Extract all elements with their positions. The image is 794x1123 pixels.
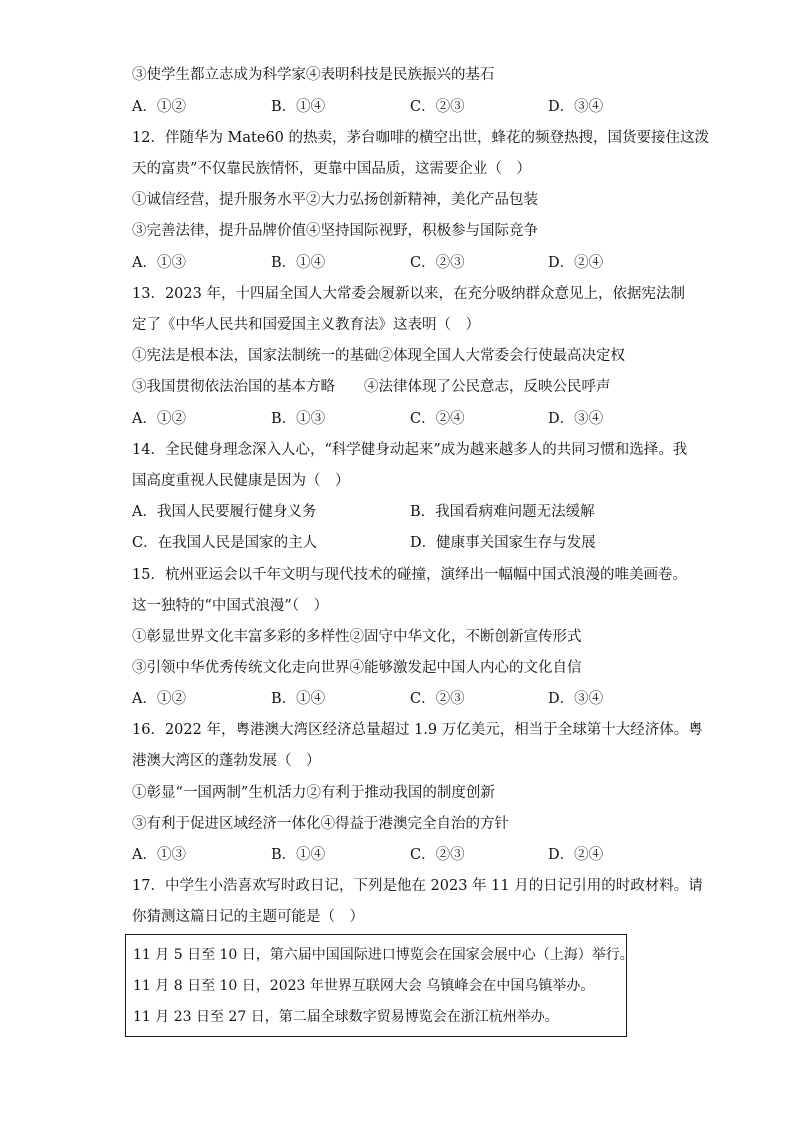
- q12-option-d[interactable]: D．②④: [548, 255, 604, 271]
- q13-option-d[interactable]: D．③④: [548, 411, 604, 427]
- q14-option-b[interactable]: B．我国看病难问题无法缓解: [410, 504, 595, 520]
- q12-option-b[interactable]: B．①④: [271, 255, 326, 271]
- q12-stem-line2: 天的富贵”不仅靠民族情怀，更靠中国品质，这需要企业（ ）: [132, 161, 531, 177]
- q17-stem-line2: 你猜测这篇日记的主题可能是（ ）: [132, 909, 364, 925]
- q13-choice-line1: ①宪法是根本法，国家法制统一的基础②体现全国人大常委会行使最高决定权: [132, 348, 625, 364]
- q13-stem-line1: 13．2023 年，十四届全国人大常委会履新以来，在充分吸纳群众意见上，依据宪法制: [132, 286, 685, 302]
- q14-option-a[interactable]: A．我国人民要履行健身义务: [132, 504, 317, 520]
- q16-stem-line2: 港澳大湾区的蓬勃发展（ ）: [132, 753, 321, 769]
- q13-option-a[interactable]: A．①②: [132, 411, 186, 427]
- q16-option-c[interactable]: C．②③: [410, 847, 465, 863]
- q11-option-b[interactable]: B．①④: [271, 99, 326, 115]
- q12-option-c[interactable]: C．②③: [410, 255, 465, 271]
- q14-option-d[interactable]: D．健康事关国家生存与发展: [410, 535, 596, 551]
- q12-stem-line1: 12．伴随华为 Mate60 的热卖，茅台咖啡的横空出世，蜂花的频登热搜，国货要接住这泼: [132, 130, 710, 146]
- q16-stem-line1: 16．2022 年，粤港澳大湾区经济总量超过 1.9 万亿美元，相当于全球第十大经济体。粤: [132, 722, 703, 738]
- q15-option-b[interactable]: B．①④: [271, 691, 326, 707]
- q15-stem-line2: 这一独特的“中国式浪漫”（ ）: [132, 598, 329, 614]
- q17-material-item: 11 月 5 日至 10 日，第六届中国国际进口博览会在国家会展中心（上海）举行。: [133, 947, 634, 963]
- q12-option-a[interactable]: A．①③: [132, 255, 186, 271]
- q15-choice-line1: ①彰显世界文化丰富多彩的多样性②固守中华文化，不断创新宣传形式: [132, 629, 582, 645]
- q13-option-b[interactable]: B．①③: [271, 411, 326, 427]
- q11-option-d[interactable]: D．③④: [548, 99, 604, 115]
- q17-material-item: 11 月 23 日至 27 日，第二届全球数字贸易博览会在浙江杭州举办。: [133, 1009, 559, 1025]
- q16-option-a[interactable]: A．①③: [132, 847, 186, 863]
- q16-choice-line1: ①彰显“一国两制”生机活力②有利于推动我国的制度创新: [132, 785, 495, 801]
- q11-choice-line: ③使学生都立志成为科学家④表明科技是民族振兴的基石: [132, 67, 495, 83]
- q16-option-b[interactable]: B．①④: [271, 847, 326, 863]
- q14-option-c[interactable]: C．在我国人民是国家的主人: [132, 535, 318, 551]
- q14-stem-line1: 14．全民健身理念深入人心，“科学健身动起来”成为越来越多人的共同习惯和选择。我: [132, 442, 688, 458]
- q15-choice-line2: ③引领中华优秀传统文化走向世界④能够激发起中国人内心的文化自信: [132, 660, 582, 676]
- q11-option-a[interactable]: A．①②: [132, 99, 186, 115]
- q14-stem-line2: 国高度重视人民健康是因为（ ）: [132, 473, 350, 489]
- q16-choice-line2: ③有利于促进区域经济一体化④得益于港澳完全自治的方针: [132, 816, 509, 832]
- q13-choice-line2: ③我国贯彻依法治国的基本方略 ④法律体现了公民意志，反映公民呼声: [132, 379, 611, 395]
- q17-material-item: 11 月 8 日至 10 日，2023 年世界互联网大会 乌镇峰会在中国乌镇举办。: [133, 978, 595, 994]
- q13-stem-line2: 定了《中华人民共和国爱国主义教育法》这表明（ ）: [132, 317, 480, 333]
- q12-choice-line2: ③完善法律，提升品牌价值④坚持国际视野，积极参与国际竞争: [132, 223, 538, 239]
- q17-stem-line1: 17．中学生小浩喜欢写时政日记，下列是他在 2023 年 11 月的日记引用的时政材料。请: [132, 878, 703, 894]
- q15-option-d[interactable]: D．③④: [548, 691, 604, 707]
- q17-material-box: [125, 934, 634, 1037]
- q11-option-c[interactable]: C．②③: [410, 99, 465, 115]
- q15-option-c[interactable]: C．②③: [410, 691, 465, 707]
- q15-stem-line1: 15．杭州亚运会以千年文明与现代技术的碰撞，演绎出一幅幅中国式浪漫的唯美画卷。: [132, 567, 687, 583]
- q13-option-c[interactable]: C．②④: [410, 411, 465, 427]
- q16-option-d[interactable]: D．②④: [548, 847, 604, 863]
- q15-option-a[interactable]: A．①②: [132, 691, 186, 707]
- q12-choice-line1: ①诚信经营，提升服务水平②大力弘扬创新精神，美化产品包装: [132, 192, 538, 208]
